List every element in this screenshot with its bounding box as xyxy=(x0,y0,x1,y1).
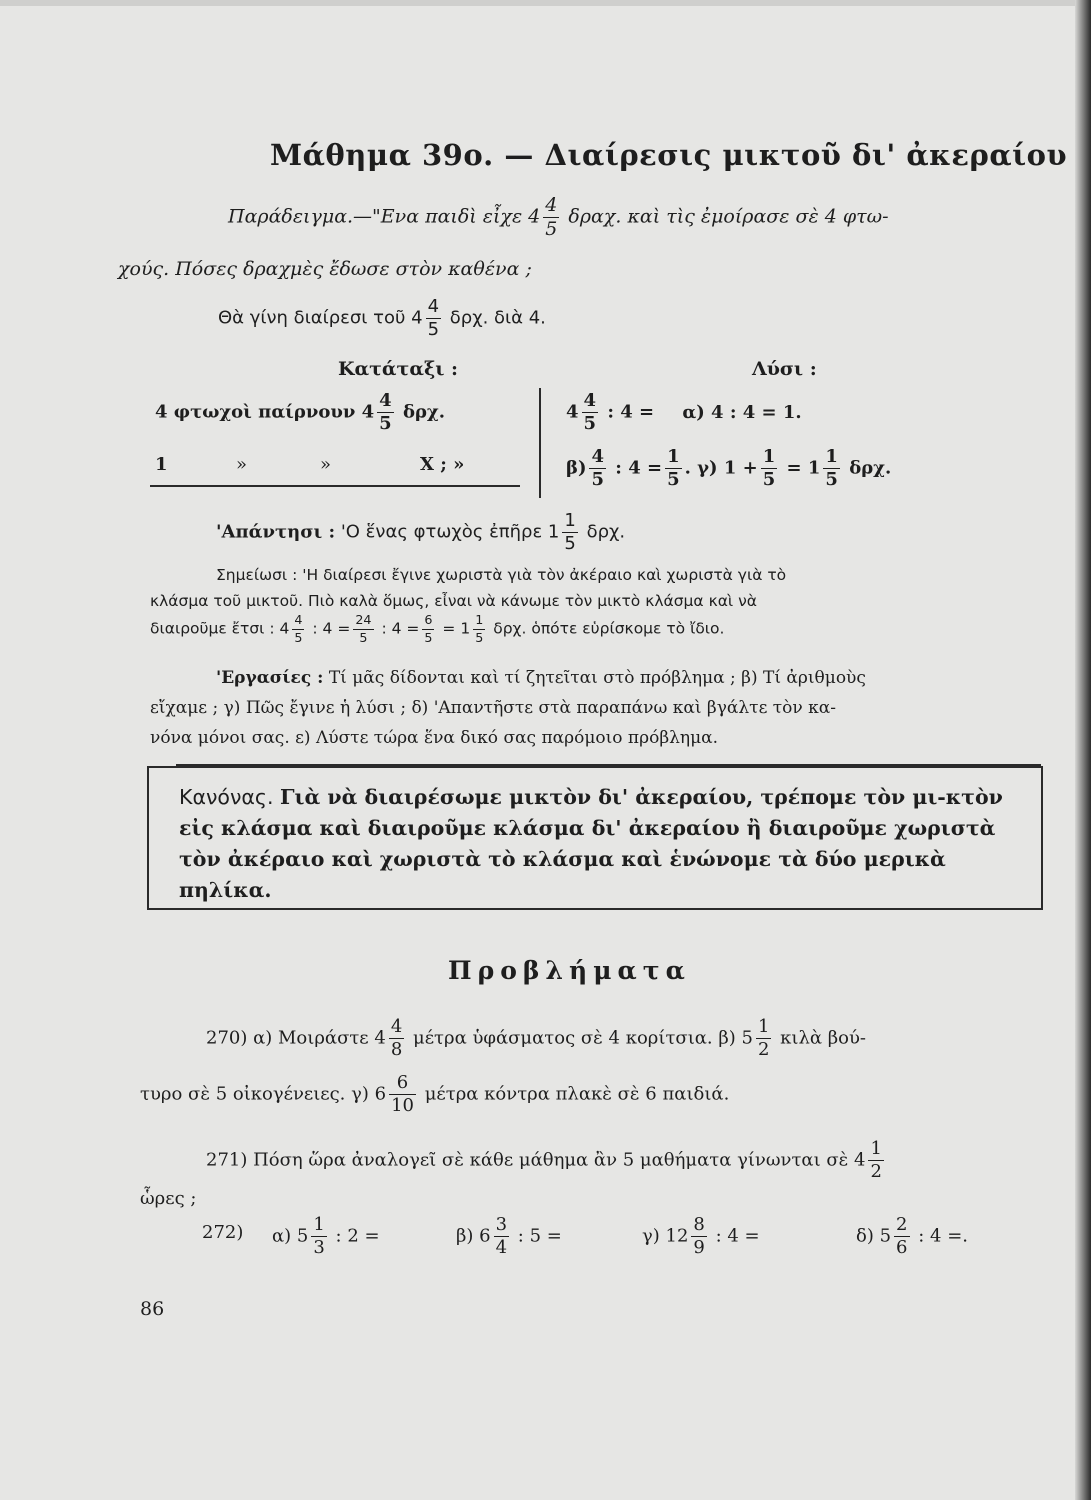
answer-label: 'Απάντησι : xyxy=(216,521,336,543)
solution-unit: δρχ. xyxy=(849,457,892,479)
problem-272-a xyxy=(272,1216,380,1257)
solution-fraction-2: $\frac{4}{5}$ xyxy=(591,446,605,490)
division-statement xyxy=(218,298,546,339)
exercises-text-1: Τί μᾶς δίδονται καὶ τί ζητεῖται στὸ πρόβλημα ; β) Τί ἀριθμοὺς xyxy=(328,668,866,688)
note-line-2: κλάσμα τοῦ μικτοῦ. Πιὸ καλὰ ὅμως, εἶναι νὰ κάνωμε τὸν μικτὸ κλάσμα καὶ νὰ xyxy=(150,592,757,610)
exercises-line-3: νόνα μόνοι σας. ε) Λύστε τώρα ἕνα δικό σας παρόμοιο πρόβλημα. xyxy=(150,728,719,748)
problem-271-line-2: ὧρες ; xyxy=(140,1188,197,1209)
example-line-1 xyxy=(228,196,889,239)
page-number: 86 xyxy=(140,1298,165,1320)
problem-270-line-2 xyxy=(140,1074,729,1115)
problem-270-line-1 xyxy=(206,1018,866,1059)
note-text-e: δρχ. ὁπότε εὑρίσκομε τὸ ἴδιο. xyxy=(493,619,725,638)
setup-row-1-unit: δρχ. xyxy=(402,401,446,423)
solution-fraction-3: $\frac{1}{5}$ xyxy=(667,446,680,490)
problem-272-b xyxy=(456,1216,562,1257)
p272-b-op: : 5 = xyxy=(517,1225,562,1247)
exercises-line-1 xyxy=(216,664,866,692)
p272-c-label: γ) 12 xyxy=(642,1225,689,1247)
p271-fraction: $\frac{1}{2}$ xyxy=(870,1138,882,1182)
rule-text: Γιὰ νὰ διαιρέσωμε μικτὸν δι' ἀκεραίου, τρέπομε τὸν μι-κτὸν εἰς κλάσμα καὶ διαιροῦμε κλάσμα δι' ἀκεραίου ἢ διαιροῦμε χωριστὰ τὸν ἀκέραιο καὶ χωριστὰ τὸ κλάσμα καὶ ἑνώνομε τὰ δύο μερικὰ πηλίκα. xyxy=(179,785,1003,902)
p270-text-d: τυρο σὲ 5 οἰκογένειες. γ) 6 xyxy=(140,1083,387,1105)
exercises-label: 'Εργασίες : xyxy=(216,668,324,688)
solution-step-c-label: . γ) 1 + xyxy=(684,457,758,479)
problem-272-d xyxy=(856,1216,968,1257)
page-binding-shadow xyxy=(1075,0,1091,1500)
setup-row-2-b: » xyxy=(236,454,248,475)
rule-box xyxy=(147,766,1043,910)
problem-272-c xyxy=(642,1216,760,1257)
p270-text-b: μέτρα ὑφάσματος σὲ 4 κορίτσια. β) 5 xyxy=(413,1027,753,1049)
solution-line-2 xyxy=(566,448,891,489)
solution-step-b-label: β) xyxy=(566,457,587,479)
note-fraction-2: $\frac{24}{5}$ xyxy=(355,612,372,645)
note-text-c: : 4 = xyxy=(381,619,420,638)
p270-text-e: μέτρα κόντρα πλακὲ σὲ 6 παιδιά. xyxy=(424,1083,730,1105)
setup-underline xyxy=(150,485,520,487)
note-fraction-4: $\frac{1}{5}$ xyxy=(475,612,484,645)
p270-text-c: κιλὰ βού- xyxy=(780,1027,867,1049)
example-line-2: χούς. Πόσες δραχμὲς ἔδωσε στὸν καθένα ; xyxy=(118,258,532,280)
solution-op-1: : 4 = xyxy=(607,401,655,423)
example-text-2: δραχ. καὶ τὶς ἐμοίρασε σὲ 4 φτω- xyxy=(568,205,889,228)
example-text-1: Παράδειγμα.—"Ενα παιδὶ εἶχε 4 xyxy=(228,205,541,228)
solution-fraction-5: $\frac{1}{5}$ xyxy=(825,446,838,490)
note-text-a: διαιροῦμε ἔτσι : 4 xyxy=(150,619,290,638)
p272-b-label: β) 6 xyxy=(456,1225,491,1247)
solution-whole: 4 xyxy=(566,401,579,423)
division-text-1: Θὰ γίνη διαίρεσι τοῦ 4 xyxy=(218,307,423,329)
p272-b-fraction: $\frac{3}{4}$ xyxy=(495,1214,508,1258)
p270-text-a: 270) α) Μοιράστε 4 xyxy=(206,1027,386,1049)
solution-step-a: α) 4 : 4 = 1. xyxy=(682,401,802,423)
setup-row-1 xyxy=(155,392,445,433)
note-line-1: Σημείωσι : 'Η διαίρεσι ἔγινε χωριστὰ γιὰ τὸν ἀκέραιο καὶ χωριστὰ γιὰ τὸ xyxy=(216,566,787,584)
solution-op-3: = 1 xyxy=(786,457,821,479)
p272-d-label: δ) 5 xyxy=(856,1225,892,1247)
note-fraction-1: $\frac{4}{5}$ xyxy=(294,612,303,645)
p270-fraction-2: $\frac{1}{2}$ xyxy=(757,1016,770,1060)
p270-fraction-1: $\frac{4}{8}$ xyxy=(390,1016,403,1060)
problems-heading: Προβλήματα xyxy=(448,956,691,985)
p272-a-op: : 2 = xyxy=(335,1225,380,1247)
note-line-3 xyxy=(150,614,724,644)
page-top-edge xyxy=(0,0,1091,6)
note-fraction-3: $\frac{6}{5}$ xyxy=(424,612,433,645)
answer-text: 'Ο ἕνας φτωχὸς ἐπῆρε 1 xyxy=(340,521,560,543)
setup-heading: Κατάταξι : xyxy=(338,358,459,380)
setup-row-2-a: 1 xyxy=(155,454,168,475)
p270-fraction-3: $\frac{6}{10}$ xyxy=(391,1072,414,1116)
example-fraction: $\frac{4}{5}$ xyxy=(545,194,558,240)
setup-row-2-c: » xyxy=(320,454,332,475)
rule-text-block xyxy=(179,782,1019,906)
problem-271-line-1 xyxy=(206,1140,887,1181)
answer-unit: δρχ. xyxy=(586,521,626,543)
division-text-2: δρχ. διὰ 4. xyxy=(449,307,546,329)
p272-a-label: α) 5 xyxy=(272,1225,309,1247)
p272-a-fraction: $\frac{1}{3}$ xyxy=(313,1214,325,1258)
note-text-d: = 1 xyxy=(442,619,471,638)
answer-fraction: $\frac{1}{5}$ xyxy=(564,510,576,554)
solution-op-2: : 4 = xyxy=(615,457,663,479)
solution-line-1 xyxy=(566,392,802,433)
p272-c-fraction: $\frac{8}{9}$ xyxy=(693,1214,705,1258)
rule-label: Κανόνας. xyxy=(179,785,274,809)
p272-d-op: : 4 =. xyxy=(918,1225,968,1247)
exercises-line-2: εἴχαμε ; γ) Πῶς ἔγινε ἡ λύσι ; δ) 'Απαντῆστε στὰ παραπάνω καὶ βγάλτε τὸν κα- xyxy=(150,698,837,718)
p272-c-op: : 4 = xyxy=(715,1225,760,1247)
setup-fraction: $\frac{4}{5}$ xyxy=(379,390,392,434)
note-text-b: : 4 = xyxy=(312,619,351,638)
p271-text: 271) Πόση ὥρα ἀναλογεῖ σὲ κάθε μάθημα ἂν 5 μαθήματα γίνωνται σὲ 4 xyxy=(206,1149,866,1171)
answer-line xyxy=(216,512,625,553)
setup-row-1-text: 4 φτωχοὶ παίρνουν 4 xyxy=(155,401,375,423)
setup-solution-divider xyxy=(539,388,541,498)
solution-heading: Λύσι : xyxy=(752,358,817,380)
setup-row-2-d: X ; » xyxy=(420,454,465,475)
lesson-title: Μάθημα 39ο. — Διαίρεσις μικτοῦ δι' ἀκεραίου xyxy=(270,138,1068,172)
p272-d-fraction: $\frac{2}{6}$ xyxy=(896,1214,908,1258)
division-fraction: $\frac{4}{5}$ xyxy=(427,296,440,340)
solution-fraction-4: $\frac{1}{5}$ xyxy=(762,446,776,490)
problem-272-number: 272) xyxy=(202,1222,244,1243)
solution-fraction-1: $\frac{4}{5}$ xyxy=(583,390,597,434)
